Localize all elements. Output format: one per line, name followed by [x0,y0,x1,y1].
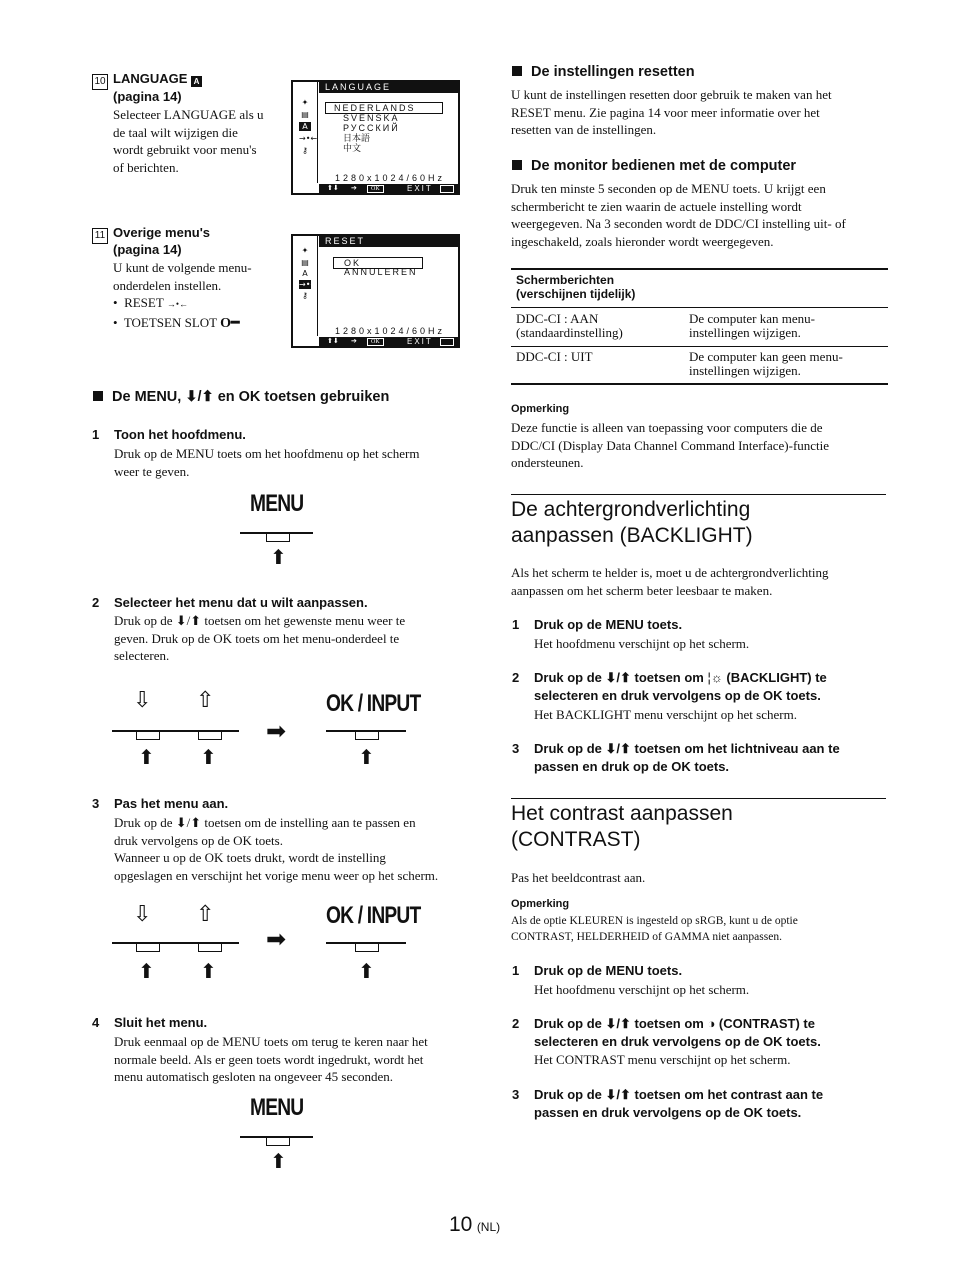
ok-input-button[interactable] [355,944,379,952]
osd-option-selected: OK [333,257,423,269]
ok-input-button-label: OK / INPUT [326,690,421,717]
down-button[interactable] [136,944,160,952]
backlight-intro: Als het scherm te helder is, moet u de achtergrondverlichting aanpassen om het scherm beter leesbaar te maken. [511,565,829,598]
backlight-step-2-text: Het BACKLIGHT menu verschijnt op het scherm. [534,707,797,722]
bullet-reset: • RESET →•← [113,295,188,310]
up-arrow-icon: ⬆ [358,747,375,769]
table-row-2-col-1: DDC-CI : UIT [516,349,593,364]
reset-icon: →•← [166,299,188,309]
item-10-number: 10 [92,71,108,90]
osd-language-title: LANGUAGE [319,82,458,93]
menu-section-heading: De MENU, ⬇/⬆ en OK toetsen gebruiken [93,389,389,405]
step-4-number: 4 [92,1015,100,1030]
backlight-step-2-title: Druk op de ⬇/⬆ toetsen om ¦☼ (BACKLIGHT) te selecteren en druk vervolgens op de OK toets. [534,670,827,703]
menu-key-icon [440,185,454,193]
menu-icon: ▤ [301,258,309,267]
square-bullet-icon [512,66,522,76]
osd-ok-label: OK [367,338,384,346]
contrast-heading: Het contrast aanpassen (CONTRAST) [511,802,733,851]
contrast-step-2-text: Het CONTRAST menu verschijnt op het scherm. [534,1052,791,1067]
brightness-icon: ✦ [301,98,309,107]
step-4-text: Druk eenmaal op de MENU toets om terug te keren naar het normale beeld. Als er geen toets wordt ingedrukt, wordt het menu automatisch gesloten na ongeveer 45 seconden. [114,1034,428,1084]
page-footer [449,1213,500,1237]
osd-option: SVENSKA [343,113,400,123]
contrast-step-3-number: 3 [512,1087,520,1102]
step-2-number: 2 [92,595,100,610]
step-1-number: 1 [92,427,100,442]
item-10-page: (pagina 14) [113,89,182,104]
table-row-rule [511,346,888,347]
menu-button[interactable] [266,534,290,542]
contrast-step-1-text: Het hoofdmenu verschijnt op het scherm. [534,982,750,997]
step-3-text: Druk op de ⬇/⬆ toetsen om de instelling aan te passen en druk vervolgens op de OK toets. Wanneer u op de OK toets drukt, wordt de instelling opgeslagen en verschijnt het vorige menu weer op het scherm. [114,815,439,883]
backlight-step-3-title: Druk op de ⬇/⬆ toetsen om het lichtniveau aan te passen en druk op de OK toets. [534,741,840,774]
table-header: Schermberichten (verschijnen tijdelijk) [516,273,636,301]
section-rule [511,798,886,799]
bullet-key-lock: • TOETSEN SLOT O━ [113,314,240,331]
reset-text: U kunt de instellingen resetten door gebruik te maken van het RESET menu. Zie pagina 14 voor meer informatie over het resetten van de instellingen. [511,87,832,137]
step-4-title: Sluit het menu. [114,1015,208,1030]
arrow-right-icon: ➔ [351,337,357,345]
contrast-note-label: Opmerking [511,898,570,910]
arrow-right-icon: ➡ [266,927,287,953]
table-row-1-col-2: De computer kan menu- instellingen wijzigen. [689,311,815,340]
menu-button-label: MENU [250,1094,304,1121]
osd-option: РУССКИЙ [343,123,400,133]
contrast-step-1-title: Druk op de MENU toets. [534,963,683,978]
language-icon: A [299,122,311,131]
backlight-step-2-number: 2 [512,670,520,685]
osd-option: 中文 [343,143,362,153]
table-row-2-col-2: De computer kan geen menu- instellingen wijzigen. [689,349,843,378]
up-button[interactable] [198,732,222,740]
osd-option: ANNULEREN [344,267,418,277]
item-11-title: Overige menu's [113,225,211,240]
ok-input-button[interactable] [355,732,379,740]
table-bottom-rule [511,383,888,385]
square-bullet-icon [93,391,103,401]
computer-text: Druk ten minste 5 seconden op de MENU toets. U krijgt een schermbericht te zien waarin de actuele instelling wordt weergegeven. Na 3 seconden wordt de DDC/CI instelling uit- of ingeschakeld, zoals hieronder wordt weergegeven. [511,181,846,249]
key-icon: ⚷ [302,291,308,300]
step-3-number: 3 [92,796,100,811]
down-button[interactable] [136,732,160,740]
note-label: Opmerking [511,403,570,415]
up-arrow-outline-icon: ⇧ [196,901,215,926]
up-arrow-icon: ⬆ [138,747,155,769]
contrast-step-2-title: Druk op de ⬇/⬆ toetsen om ◑ (CONTRAST) te selecteren en druk vervolgens op de OK toets. [534,1016,821,1049]
language-icon: A [191,76,202,87]
osd-exit-label: EXIT [407,184,433,193]
step-2-text: Druk op de ⬇/⬆ toetsen om het gewenste menu weer te geven. Druk op de OK toets om het menu-onderdeel te selecteren. [114,613,406,663]
language-code: (NL) [476,1220,501,1234]
square-bullet-icon [512,160,522,170]
backlight-step-1-text: Het hoofdmenu verschijnt op het scherm. [534,636,750,651]
note-text: Deze functie is alleen van toepassing voor computers die de DDC/CI (Display Data Channel Command Interface)-functie ondersteunen. [511,420,830,470]
updown-icon: ⬆⬇ [327,337,339,345]
arrow-right-icon: ➡ [266,719,287,745]
menu-icon: ▤ [301,110,309,119]
item-10-description: Selecteer LANGUAGE als u de taal wilt wijzigen die wordt gebruikt voor menu's of berichten. [113,107,264,175]
contrast-step-1-number: 1 [512,963,520,978]
osd-ok-label: OK [367,185,384,193]
osd-resolution: 1280x1024/60Hz [335,326,446,336]
osd-reset-screen [291,234,460,348]
contrast-step-2-number: 2 [512,1016,520,1031]
backlight-step-1-number: 1 [512,617,520,632]
item-10-title: LANGUAGE A [113,70,202,88]
osd-reset-title: RESET [319,236,458,247]
osd-bottom-bar [319,337,458,346]
key-icon: ⚷ [302,146,308,155]
menu-key-icon [440,338,454,346]
ok-input-button-label: OK / INPUT [326,902,421,929]
key-icon: O━ [220,315,240,331]
down-arrow-outline-icon: ⇩ [133,901,152,926]
up-arrow-icon: ⬆ [270,547,287,569]
menu-button-label: MENU [250,490,304,517]
table-header-rule [511,307,888,308]
osd-option-selected: NEDERLANDS [325,102,443,114]
updown-icon: ⬆⬇ [327,184,339,192]
item-11-description: U kunt de volgende menu- onderdelen instellen. • RESET →•← • TOETSEN SLOT O━ [113,259,288,332]
osd-language-screen [291,80,460,195]
osd-bottom-bar [319,184,458,193]
down-up-arrow-icon: ⬇/⬆ [185,389,214,405]
up-arrow-icon: ⬆ [358,961,375,983]
up-button[interactable] [198,944,222,952]
step-3-title: Pas het menu aan. [114,796,229,811]
up-arrow-icon: ⬆ [270,1151,287,1173]
backlight-icon: ¦☼ [707,670,723,685]
osd-option: 日本語 [343,133,371,143]
language-icon: A [302,269,308,278]
step-2-title: Selecteer het menu dat u wilt aanpassen. [114,595,368,610]
up-arrow-outline-icon: ⇧ [196,687,215,712]
menu-button[interactable] [266,1138,290,1146]
computer-heading: De monitor bedienen met de computer [512,158,796,174]
reset-heading: De instellingen resetten [512,64,695,80]
contrast-step-3-title: Druk op de ⬇/⬆ toetsen om het contrast aan te passen en druk vervolgens op de OK toets. [534,1087,824,1120]
item-11-page: (pagina 14) [113,242,182,257]
contrast-intro: Pas het beeldcontrast aan. [511,870,646,885]
contrast-note-text: Als de optie KLEUREN is ingesteld op sRGB, kunt u de optie CONTRAST, HELDERHEID of GAMMA niet aanpassen. [511,915,798,943]
brightness-icon: ✦ [301,246,309,255]
osd-exit-label: EXIT [407,337,433,346]
reset-icon: →•← [299,134,318,143]
reset-icon: →•← [299,280,318,289]
up-arrow-icon: ⬆ [138,961,155,983]
backlight-step-3-number: 3 [512,741,520,756]
step-1-title: Toon het hoofdmenu. [114,427,246,442]
arrow-right-icon: ➔ [351,184,357,192]
up-arrow-icon: ⬆ [200,961,217,983]
up-arrow-icon: ⬆ [200,747,217,769]
backlight-heading: De achtergrondverlichting aanpassen (BACKLIGHT) [511,498,753,547]
backlight-step-1-title: Druk op de MENU toets. [534,617,683,632]
page-number: 10 [449,1213,473,1236]
section-rule [511,494,886,495]
table-row-1-col-1: DDC-CI : AAN (standaardinstelling) [516,311,623,340]
osd-resolution: 1280x1024/60Hz [335,173,446,183]
table-top-rule [511,268,888,270]
step-1-text: Druk op de MENU toets om het hoofdmenu op het scherm weer te geven. [114,446,420,479]
item-11-number: 11 [92,225,108,244]
down-arrow-outline-icon: ⇩ [133,687,152,712]
